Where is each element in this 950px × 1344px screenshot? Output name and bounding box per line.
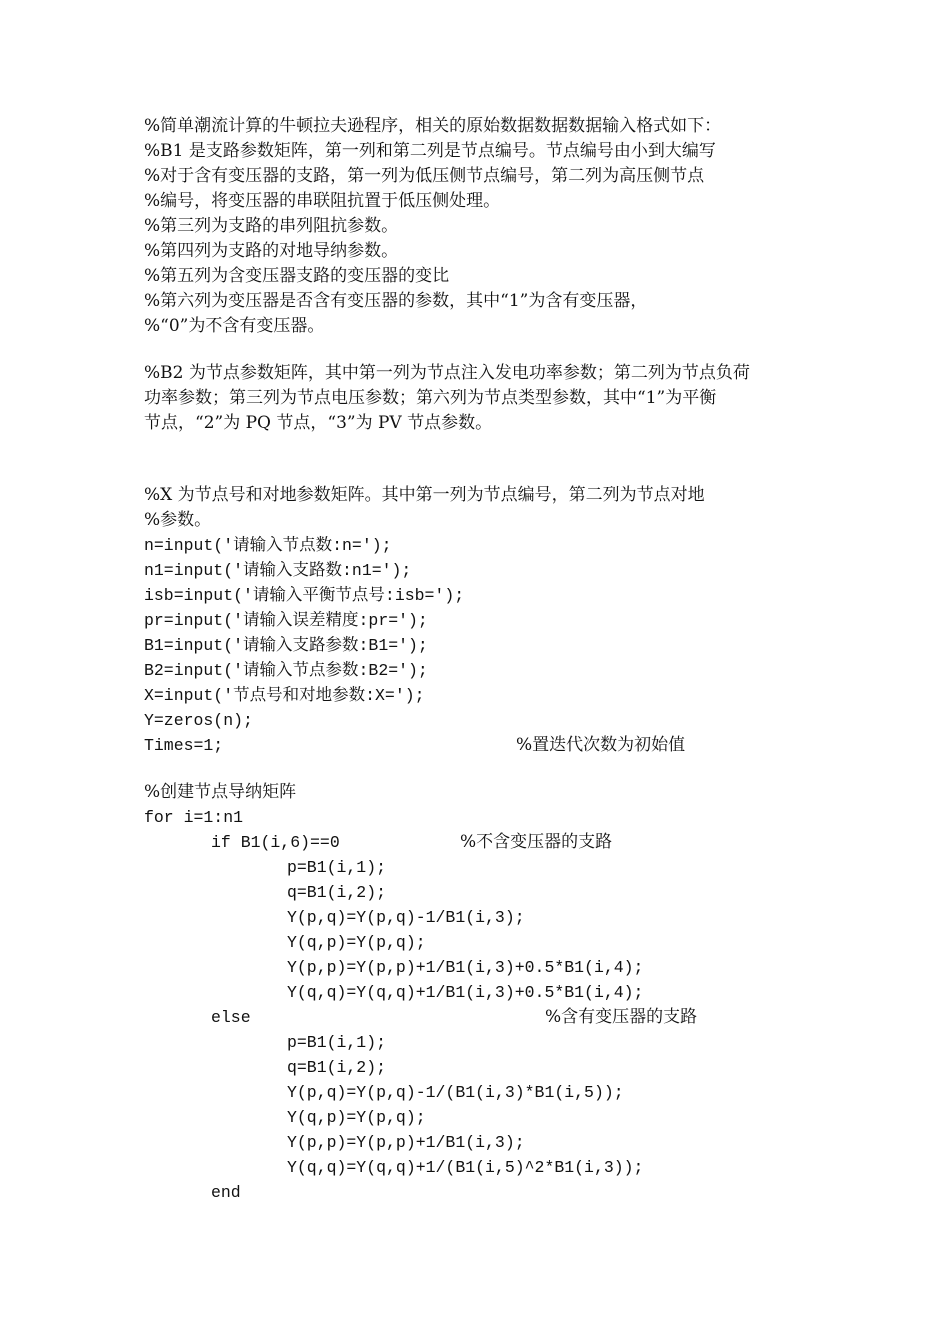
code-line: p=B1(i,1);	[287, 1033, 387, 1052]
code-line: Y(p,q)=Y(p,q)-1/B1(i,3);	[287, 908, 525, 927]
code-line: Y(q,p)=Y(p,q);	[287, 1108, 426, 1127]
comment-line: %第四列为支路的对地导纳参数。	[144, 241, 399, 261]
comment-line: %“0”为不含有变压器。	[144, 316, 325, 336]
code-line: if B1(i,6)==0	[211, 833, 340, 852]
code-line: B1=input('请输入支路参数:B1=');	[144, 636, 428, 655]
code-line: Times=1;	[144, 736, 224, 755]
code-line: Y(p,p)=Y(p,p)+1/B1(i,3);	[287, 1133, 525, 1152]
code-line: Y=zeros(n);	[144, 711, 253, 730]
code-line: Y(q,q)=Y(q,q)+1/B1(i,3)+0.5*B1(i,4);	[287, 983, 644, 1002]
comment-line: %参数。	[144, 510, 212, 530]
inline-comment: %不含变压器的支路	[460, 832, 613, 852]
comment-line: %B2 为节点参数矩阵，其中第一列为节点注入发电功率参数；第二列为节点负荷	[144, 363, 750, 383]
section-comment: %创建节点导纳矩阵	[144, 782, 297, 802]
code-line: n=input('请输入节点数:n=');	[144, 536, 392, 555]
code-line: Y(q,q)=Y(q,q)+1/(B1(i,5)^2*B1(i,3));	[287, 1158, 644, 1177]
code-line: q=B1(i,2);	[287, 1058, 387, 1077]
code-line: else	[211, 1008, 251, 1027]
code-line: q=B1(i,2);	[287, 883, 387, 902]
code-line: p=B1(i,1);	[287, 858, 387, 877]
comment-line: %B1 是支路参数矩阵，第一列和第二列是节点编号。节点编号由小到大编写	[144, 141, 716, 161]
code-line: Y(p,q)=Y(p,q)-1/(B1(i,3)*B1(i,5));	[287, 1083, 624, 1102]
code-line: B2=input('请输入节点参数:B2=');	[144, 661, 428, 680]
comment-line: 功率参数；第三列为节点电压参数；第六列为节点类型参数，其中“1”为平衡	[144, 388, 717, 408]
code-line: for i=1:n1	[144, 808, 244, 827]
comment-line: %第六列为变压器是否含有变压器的参数，其中“1”为含有变压器，	[144, 291, 648, 311]
comment-line: %编号，将变压器的串联阻抗置于低压侧处理。	[144, 191, 501, 211]
code-line: Y(q,p)=Y(p,q);	[287, 933, 426, 952]
comment-line: %简单潮流计算的牛顿拉夫逊程序，相关的原始数据数据数据输入格式如下：	[144, 116, 722, 136]
code-line: Y(p,p)=Y(p,p)+1/B1(i,3)+0.5*B1(i,4);	[287, 958, 644, 977]
code-line: pr=input('请输入误差精度:pr=');	[144, 611, 428, 630]
inline-comment: %置迭代次数为初始值	[516, 735, 686, 755]
comment-line: %X 为节点号和对地参数矩阵。其中第一列为节点编号，第二列为节点对地	[144, 485, 705, 505]
comment-line: %第三列为支路的串列阻抗参数。	[144, 216, 399, 236]
code-line: n1=input('请输入支路数:n1=');	[144, 561, 412, 580]
code-line: isb=input('请输入平衡节点号:isb=');	[144, 586, 465, 605]
comment-line: 节点，“2”为 PQ 节点，“3”为 PV 节点参数。	[144, 413, 493, 433]
code-line: end	[211, 1183, 241, 1202]
comment-line: %对于含有变压器的支路，第一列为低压侧节点编号，第二列为高压侧节点	[144, 166, 705, 186]
inline-comment: %含有变压器的支路	[545, 1007, 698, 1027]
comment-line: %第五列为含变压器支路的变压器的变比	[144, 266, 450, 286]
code-line: X=input('节点号和对地参数:X=');	[144, 686, 425, 705]
